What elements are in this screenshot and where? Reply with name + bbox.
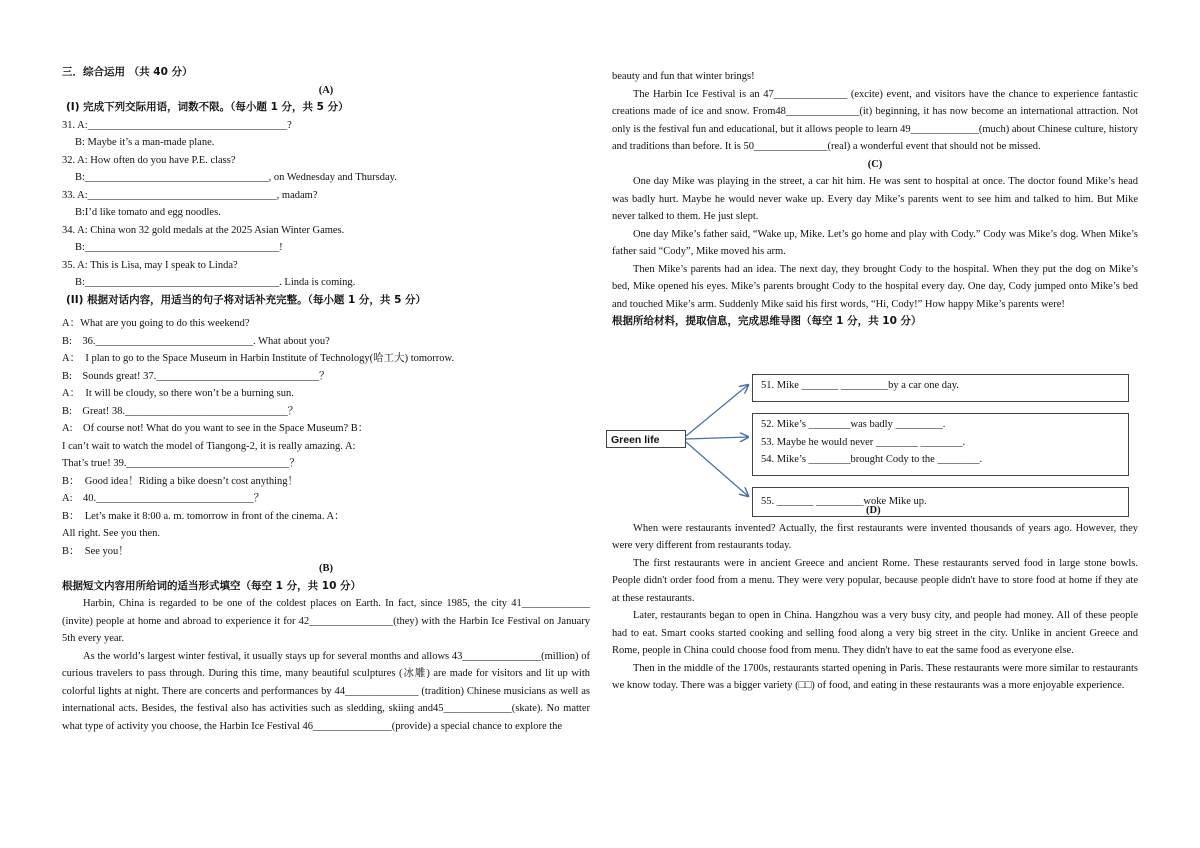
dialogue-line: B: Great! 38._______________________________？ bbox=[62, 405, 299, 417]
dialogue-line: A: Of course not! What do you want to see in the Space Museum? B： bbox=[62, 423, 369, 434]
mindmap-item-53: 53. Maybe he would never ________ ________. bbox=[761, 436, 966, 448]
question-35-b: B:_____________________________________. Linda is coming. bbox=[75, 277, 356, 288]
mindmap-item-54: 54. Mike’s ________brought Cody to the ________. bbox=[761, 454, 983, 465]
mindmap-item-51: 51. Mike _______ _________by a car one day. bbox=[761, 380, 959, 391]
part-a-sub1-title: (I) 完成下列交际用语，词数不限。（每小题 1 分，共 5 分） bbox=[66, 101, 349, 113]
question-31-b: B: Maybe it’s a man-made plane. bbox=[75, 137, 215, 148]
part-b-paragraph-1: Harbin, China is regarded to be one of the coldest places on Earth. In fact, since 1985, the city 41_____________ (invite) people at home and abroad to experience it for 42________________(they) with the Harbin Ice Festival on January 5th every year. bbox=[62, 598, 590, 644]
dialogue-line: B： Good idea！Riding a bike doesn’t cost anything！ bbox=[62, 475, 299, 487]
right-column bbox=[612, 68, 1138, 331]
part-c-paragraph-2: One day Mike’s father said, “Wake up, Mike. Let’s go home and play with Cody.” Cody was Mike’s dog. When Mike’s father said “Cody”, Mike moved his arm. bbox=[612, 228, 1138, 257]
part-a-sub2-title: (II) 根据对话内容，用适当的句子将对话补充完整。（每小题 1 分，共 5 分） bbox=[66, 293, 427, 306]
part-a-label: (A) bbox=[318, 84, 334, 96]
part-b-label: (B) bbox=[319, 563, 333, 574]
mindmap-box-52-54 bbox=[752, 413, 1129, 476]
part-c-label: (C) bbox=[867, 158, 883, 170]
dialogue-line: A：What are you going to do this weekend? bbox=[62, 318, 250, 329]
part-b-paragraph-2-continued: beauty and fun that winter brings! bbox=[612, 71, 755, 82]
question-32-a: 32. A: How often do you have P.E. class? bbox=[62, 154, 236, 166]
part-d-paragraph-3: Later, restaurants began to open in China. Hangzhou was a very busy city, and people had money. All of these people had to eat. Smart cooks started cooking and selling food along a very big street in the city. Unlike in ancient Greece and Rome, people in China could choose food from menu. They didn't have to eat the same food as everyone else. bbox=[612, 610, 1138, 656]
part-c-paragraph-3: Then Mike’s parents had an idea. The next day, they brought Cody to the hospital. When they put the dog on Mike’s bed, Mike opened his eyes. Mike’s parents brought Cody to the hospital every day. One day, Cody jumped onto Mike’s bed and touched Mike’s arm. Suddenly Mike said his first words, “Hi, Cody!” How happy Mike’s parents were! bbox=[612, 263, 1138, 310]
dialogue-line: B： Let’s make it 8:00 a. m. tomorrow in front of the cinema. A： bbox=[62, 510, 345, 522]
part-c-paragraph-1: One day Mike was playing in the street, a car hit him. He was sent to hospital at once. The doctor found Mike’s head was badly hurt. Maybe he would never wake up. Every day Mike’s parents went to see him and talked to him. But Mike never talked to them. He just slept. bbox=[612, 176, 1138, 222]
question-35-a: 35. A: This is Lisa, may I speak to Linda? bbox=[62, 259, 238, 271]
dialogue-line: All right. See you then. bbox=[62, 528, 160, 539]
question-33-a: 33. A:____________________________________, madam? bbox=[62, 189, 318, 201]
mindmap-box-51 bbox=[752, 374, 1129, 402]
question-34-b: B:_____________________________________! bbox=[75, 242, 283, 253]
part-d-label: (D) bbox=[866, 505, 881, 516]
question-33-b: B:I’d like tomato and egg noodles. bbox=[75, 207, 221, 218]
dialogue-line: A： It will be cloudy, so there won’t be a burning sun. bbox=[62, 388, 294, 399]
part-b-title: 根据短文内容用所给词的适当形式填空（每空 1 分，共 10 分） bbox=[62, 579, 362, 592]
question-32-b: B:___________________________________, on Wednesday and Thursday. bbox=[75, 172, 397, 183]
part-d-paragraph-4: Then in the middle of the 1700s, restaurants started opening in Paris. These restaurants were more similar to restaurants we know today. There was a bigger variety (□□) of food, and eating in these restaurants was a more enjoyable experience. bbox=[612, 662, 1138, 691]
part-d-paragraph-2: The first restaurants were in ancient Greece and ancient Rome. These restaurants served food in large stone bowls. People didn't order food from a menu. They were very popular, because people didn't have to store food at home if they ate at these restaurants. bbox=[612, 557, 1138, 604]
dialogue-line: That’s true! 39._______________________________？ bbox=[62, 458, 300, 469]
left-column bbox=[62, 64, 590, 735]
dialogue-line: A: 40.______________________________？ bbox=[62, 493, 265, 504]
question-31-a: 31. A:______________________________________? bbox=[62, 119, 292, 131]
part-b-paragraph-3: The Harbin Ice Festival is an 47______________ (excite) event, and visitors have the chance to experience fantastic creations made of ice and snow. From48______________(it) beginning, it has now become an international attraction. Not only is the festival fun and educational, but it allows people to learn 49_____________(much) about Chinese culture, history and traditions than before. It is 50______________(real) a wonderful event that should not be missed. bbox=[612, 88, 1138, 152]
dialogue-line: B: 36.______________________________. What about you? bbox=[62, 335, 330, 347]
section-title: 三．综合运用 （共 40 分） bbox=[62, 66, 193, 78]
dialogue-line: B： See you！ bbox=[62, 545, 129, 557]
part-d-paragraph-1: When were restaurants invented? Actually, the first restaurants were invented thousands of years ago. However, they were very different from restaurants today. bbox=[612, 522, 1138, 551]
dialogue-line: I can’t wait to watch the model of Tiangong-2, it is really amazing. A: bbox=[62, 440, 356, 452]
question-34-a: 34. A: China won 32 gold medals at the 2025 Asian Winter Games. bbox=[62, 224, 345, 236]
dialogue-line: B: Sounds great! 37._______________________________？ bbox=[62, 370, 330, 382]
mindmap-root: Green life bbox=[606, 430, 686, 448]
dialogue-line: A： I plan to go to the Space Museum in Harbin Institute of Technology(哈工大) tomorrow. bbox=[62, 353, 455, 364]
mindmap-item-52: 52. Mike’s ________was badly _________. bbox=[761, 419, 946, 430]
part-d bbox=[612, 502, 1138, 695]
mindmap-task-title: 根据所给材料，提取信息，完成思维导图（每空 1 分，共 10 分） bbox=[612, 315, 922, 327]
mindmap-item-55: 55. _______ _________woke Mike up. bbox=[761, 496, 927, 507]
part-b-paragraph-2: As the world’s largest winter festival, it usually stays up for several months and allows 43_______________(million) of curious travelers to pass through. During this time, many beautiful sculptures (冰雕) are made for visitors and lit up with colorful lights at night. There are concerts and performances by 44______________ (tradition) Chinese musicians as well as international acts. Besides, the festival also has activities such as sledding, skiing and45_____________(skate). No matter what type of activity you choose, the Harbin Ice Festival 46_______________(provide) a special chance to explore the bbox=[62, 650, 590, 732]
